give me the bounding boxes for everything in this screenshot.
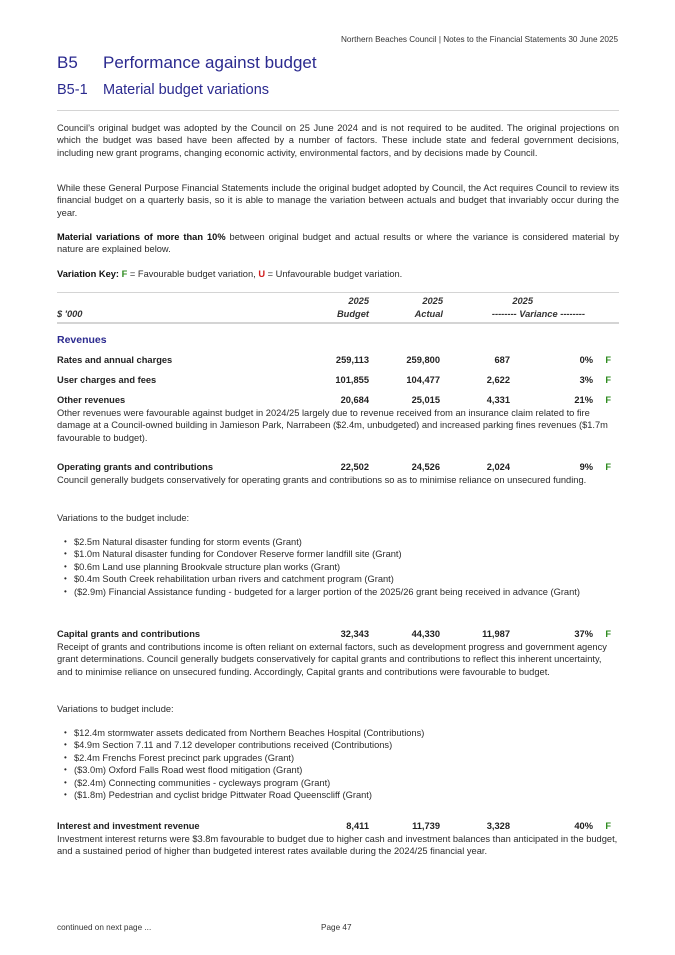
row-budget: 32,343 <box>340 629 369 639</box>
row-note: Council generally budgets conservatively for operating grants and contributions so as to minimise reliance on unsecured funding. <box>57 475 587 485</box>
intro-paragraph-1: Council’s original budget was adopted by the Council on 25 June 2024 and is not required to be audited. The original projections on which the budget was based have been affected by a number of factors. These include state and federal government decisions, including new grant programs, changing economic activity, environmental factors, and by decisions made by Council. <box>57 123 619 158</box>
row-variance: 2,622 <box>486 375 510 385</box>
row-label: Rates and annual charges <box>57 355 173 365</box>
subsection-title: Material budget variations <box>103 82 270 98</box>
row-variance: 4,331 <box>486 395 510 405</box>
page-number: Page 47 <box>321 923 352 932</box>
table-row <box>57 375 619 388</box>
list-item: • $2.5m Natural disaster funding for storm events (Grant) <box>64 536 619 548</box>
row-budget: 101,855 <box>335 375 369 385</box>
list-item: • $12.4m stormwater assets dedicated from Northern Beaches Hospital (Contributions) <box>64 727 619 739</box>
favourable-key-text: = Favourable budget variation, <box>127 269 259 279</box>
list-item: • ($1.8m) Pedestrian and cyclist bridge Pittwater Road Queenscliff (Grant) <box>64 789 619 801</box>
row-label: Interest and investment revenue <box>57 821 200 831</box>
row-actual: 24,526 <box>411 462 440 472</box>
row-percent: 37% <box>574 629 593 639</box>
heading-divider <box>57 110 619 111</box>
variance-header: -------- Variance -------- <box>491 309 585 319</box>
materiality-bold: Material variations of more than 10% <box>57 232 226 242</box>
variations-intro: Variations to the budget include: <box>57 513 190 523</box>
row-budget: 259,113 <box>335 355 369 365</box>
actual-year: 2025 <box>422 296 443 306</box>
row-actual: 44,330 <box>411 629 440 639</box>
budget-header: Budget <box>336 309 369 319</box>
variations-list <box>64 536 619 598</box>
subsection-heading <box>57 82 269 98</box>
row-variance: 11,987 <box>482 629 510 639</box>
row-variance: 3,328 <box>486 821 510 831</box>
row-actual: 259,800 <box>406 355 440 365</box>
list-item: • $4.9m Section 7.11 and 7.12 developer contributions received (Contributions) <box>64 739 619 751</box>
row-variance: 687 <box>494 355 510 365</box>
row-budget: 8,411 <box>346 821 369 831</box>
variations-intro: Variations to budget include: <box>57 704 174 714</box>
materiality-paragraph <box>57 231 619 256</box>
row-actual: 104,477 <box>406 375 440 385</box>
row-variance: 2,024 <box>486 462 510 472</box>
list-item: • ($2.9m) Financial Assistance funding - budgeted for a larger portion of the 2025/26 grant being received in advance (Grant) <box>64 586 619 598</box>
row-note: Receipt of grants and contributions income is often reliant on external factors, such as development progress and government agency grant determinations. Council generally budgets conservatively for capital grants and contributions to reflect this inherent uncertainty, and to minimise reliance on unsecured funding. Accordingly, Capital grants and contributions were favourable to budget. <box>57 642 607 677</box>
budget-year: 2025 <box>348 296 369 306</box>
unfavourable-key: U <box>258 269 266 279</box>
row-percent: 9% <box>579 462 593 472</box>
row-label: User charges and fees <box>57 375 157 385</box>
row-actual: 11,739 <box>412 821 440 831</box>
list-item: • $1.0m Natural disaster funding for Condover Reserve former landfill site (Grant) <box>64 548 619 560</box>
row-label: Operating grants and contributions <box>57 462 213 472</box>
row-flag: F <box>605 355 611 365</box>
section-title: Performance against budget <box>103 53 317 72</box>
section-number: B5 <box>57 53 78 72</box>
list-item: • ($2.4m) Connecting communities - cycleways program (Grant) <box>64 777 619 789</box>
unit-label: $ '000 <box>57 309 83 319</box>
variation-key <box>57 268 619 280</box>
list-item: • $2.4m Frenchs Forest precinct park upgrades (Grant) <box>64 752 619 764</box>
row-percent: 40% <box>574 821 593 831</box>
subsection-number: B5-1 <box>57 82 88 98</box>
row-note: Investment interest returns were $3.8m favourable to budget due to higher cash and investment balances than anticipated in the budget, and a sustained period of higher than budgeted interest rates available during the 2024/25 financial year. <box>57 834 618 857</box>
row-actual: 25,015 <box>411 395 440 405</box>
row-label: Capital grants and contributions <box>57 629 201 639</box>
materiality-text: between original budget and actual results or where the variance is considered material by nature are explained below. <box>57 232 619 255</box>
row-flag: F <box>605 395 611 405</box>
unfavourable-key-text: = Unfavourable budget variation. <box>265 269 403 279</box>
variance-year: 2025 <box>512 296 533 306</box>
favourable-key: F <box>121 269 128 279</box>
row-label: Other revenues <box>57 395 126 405</box>
row-percent: 0% <box>579 355 593 365</box>
row-note: Other revenues were favourable against budget in 2024/25 largely due to revenue received from an insurance claim related to fire damage at a Council-owned building in Jamieson Park, Narrabeen ($2.4m, unbudgeted) and increased parking fines revenues ($1.7m favourable to budget). <box>57 408 608 443</box>
variations-list <box>64 727 619 801</box>
row-flag: F <box>605 629 611 639</box>
intro-paragraph-2: While these General Purpose Financial Statements include the original budget adopted by Council, the Act requires Council to review its financial budget on a quarterly basis, so it is able to manage the variation between actuals and budget that invariably occur during the year. <box>57 183 619 218</box>
row-flag: F <box>605 821 611 831</box>
row-flag: F <box>605 375 611 385</box>
row-budget: 20,684 <box>340 395 369 405</box>
revenues-heading: Revenues <box>57 334 107 346</box>
row-percent: 3% <box>579 375 593 385</box>
variation-key-label: Variation Key: <box>57 269 120 279</box>
continued-note: continued on next page ... <box>57 923 152 932</box>
table-top-rule <box>57 292 619 293</box>
list-item: • $0.4m South Creek rehabilitation urban rivers and catchment program (Grant) <box>64 573 619 585</box>
list-item: • ($3.0m) Oxford Falls Road west flood mitigation (Grant) <box>64 764 619 776</box>
table-row <box>57 355 619 368</box>
section-heading <box>57 53 317 73</box>
list-item: • $0.6m Land use planning Brookvale structure plan works (Grant) <box>64 561 619 573</box>
row-budget: 22,502 <box>340 462 369 472</box>
row-flag: F <box>605 462 611 472</box>
row-percent: 21% <box>574 395 593 405</box>
running-header: Northern Beaches Council | Notes to the Financial Statements 30 June 2025 <box>340 35 618 44</box>
actual-header: Actual <box>414 309 443 319</box>
table-header-rule <box>57 322 619 324</box>
